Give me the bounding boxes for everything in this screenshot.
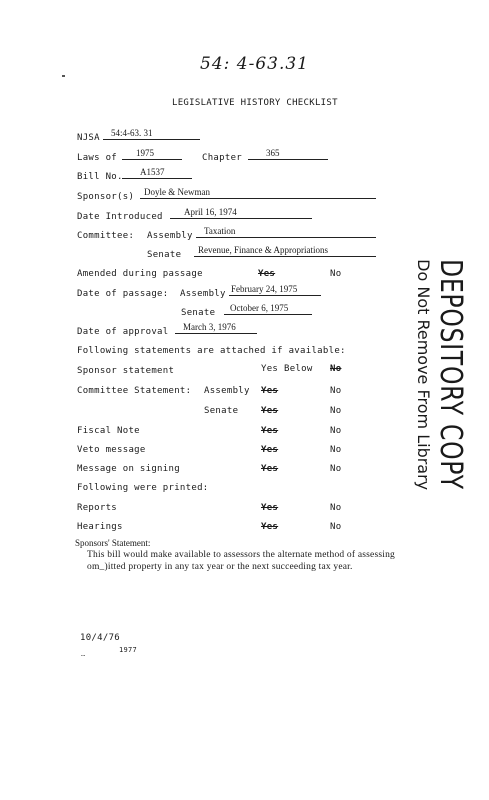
njsa-label: NJSA — [77, 133, 100, 143]
footer-date: 10/4/76 — [80, 633, 121, 643]
committee-statement-label: Committee Statement: — [77, 386, 192, 396]
statement-heading: Sponsors' Statement: — [75, 538, 151, 548]
bill-label: Bill No. — [77, 172, 123, 182]
approval-field — [175, 322, 257, 334]
sponsors-label: Sponsor(s) — [77, 192, 135, 202]
following-printed-heading: Following were printed: — [77, 483, 209, 493]
stamp-depository-copy: DEPOSITORY COPY — [433, 259, 468, 490]
fiscal-note-no: No — [330, 426, 342, 436]
handwritten-statute-number: 54: 4-63.31 — [200, 54, 309, 74]
footer-year: 1977 — [119, 646, 138, 654]
committee-statement-senate-no: No — [330, 406, 342, 416]
amended-yes-struck: Yes — [258, 269, 276, 279]
reports-no: No — [330, 503, 342, 513]
date-introduced-label: Date Introduced — [77, 212, 163, 222]
passage-assembly-field — [229, 284, 321, 296]
passage-senate-label: Senate — [181, 308, 216, 318]
message-signing-yes-struck: Yes — [261, 464, 279, 474]
approval-value: March 3, 1976 — [183, 322, 236, 332]
committee-assembly-label: Assembly — [147, 231, 193, 241]
passage-assembly-label: Assembly — [180, 289, 226, 299]
following-attached-heading: Following statements are attached if available: — [77, 346, 346, 356]
depository-stamp — [400, 259, 480, 552]
laws-year-value: 1975 — [136, 148, 154, 158]
sponsors-value: Doyle & Newman — [144, 187, 210, 197]
njsa-value: 54:4-63. 31 — [111, 128, 153, 138]
passage-senate-value: October 6, 1975 — [230, 303, 289, 313]
committee-statement-assembly-label: Assembly — [204, 386, 250, 396]
hearings-label: Hearings — [77, 522, 123, 532]
committee-label: Committee: — [77, 231, 135, 241]
committee-assembly-value: Taxation — [204, 226, 236, 236]
reports-label: Reports — [77, 503, 118, 513]
committee-statement-senate-label: Senate — [204, 406, 239, 416]
passage-label: Date of passage: — [77, 289, 169, 299]
statement-line-2: om_)itted property in any tax year or the next succeeding tax year. — [87, 562, 353, 572]
veto-message-yes-struck: Yes — [261, 445, 279, 455]
bill-field — [122, 167, 192, 179]
passage-senate-field — [224, 303, 312, 315]
committee-senate-field — [194, 245, 376, 257]
committee-senate-label: Senate — [147, 250, 182, 260]
amended-no: No — [330, 269, 342, 279]
sponsors-field — [140, 187, 376, 199]
approval-label: Date of approval — [77, 327, 169, 337]
page-title: LEGISLATIVE HISTORY CHECKLIST — [172, 98, 338, 108]
hearings-yes-struck: Yes — [261, 522, 279, 532]
veto-message-no: No — [330, 445, 342, 455]
hearings-no: No — [330, 522, 342, 532]
sponsor-statement-no-struck: No — [330, 364, 342, 374]
committee-statement-assembly-yes-struck: Yes — [261, 386, 279, 396]
fiscal-note-label: Fiscal Note — [77, 426, 140, 436]
chapter-label: Chapter — [202, 153, 243, 163]
fiscal-note-yes-struck: Yes — [261, 426, 279, 436]
passage-assembly-value: February 24, 1975 — [231, 284, 298, 294]
committee-assembly-field — [196, 226, 376, 238]
message-signing-label: Message on signing — [77, 464, 180, 474]
chapter-value: 365 — [266, 148, 280, 158]
laws-label: Laws of — [77, 153, 118, 163]
laws-year-field — [122, 148, 182, 160]
reports-yes-struck: Yes — [261, 503, 279, 513]
committee-statement-assembly-no: No — [330, 386, 342, 396]
veto-message-label: Veto message — [77, 445, 146, 455]
message-signing-no: No — [330, 464, 342, 474]
stamp-do-not-remove: Do Not Remove From Library — [414, 259, 433, 491]
committee-senate-value: Revenue, Finance & Appropriations — [198, 245, 328, 255]
bill-value: A1537 — [140, 167, 165, 177]
footer-smudge: … — [81, 650, 86, 658]
statement-line-1: This bill would make available to assessors the alternate method of assessing — [87, 550, 395, 560]
amended-label: Amended during passage — [77, 269, 203, 279]
sponsor-statement-yes: Yes — [261, 364, 279, 374]
date-introduced-field — [170, 207, 312, 219]
date-introduced-value: April 16, 1974 — [184, 207, 237, 217]
committee-statement-senate-yes-struck: Yes — [261, 406, 279, 416]
sponsor-statement-below: Below — [284, 364, 313, 374]
chapter-field — [248, 148, 328, 160]
sponsor-statement-label: Sponsor statement — [77, 366, 175, 376]
njsa-field — [103, 128, 200, 140]
speck-mark — [62, 75, 65, 77]
